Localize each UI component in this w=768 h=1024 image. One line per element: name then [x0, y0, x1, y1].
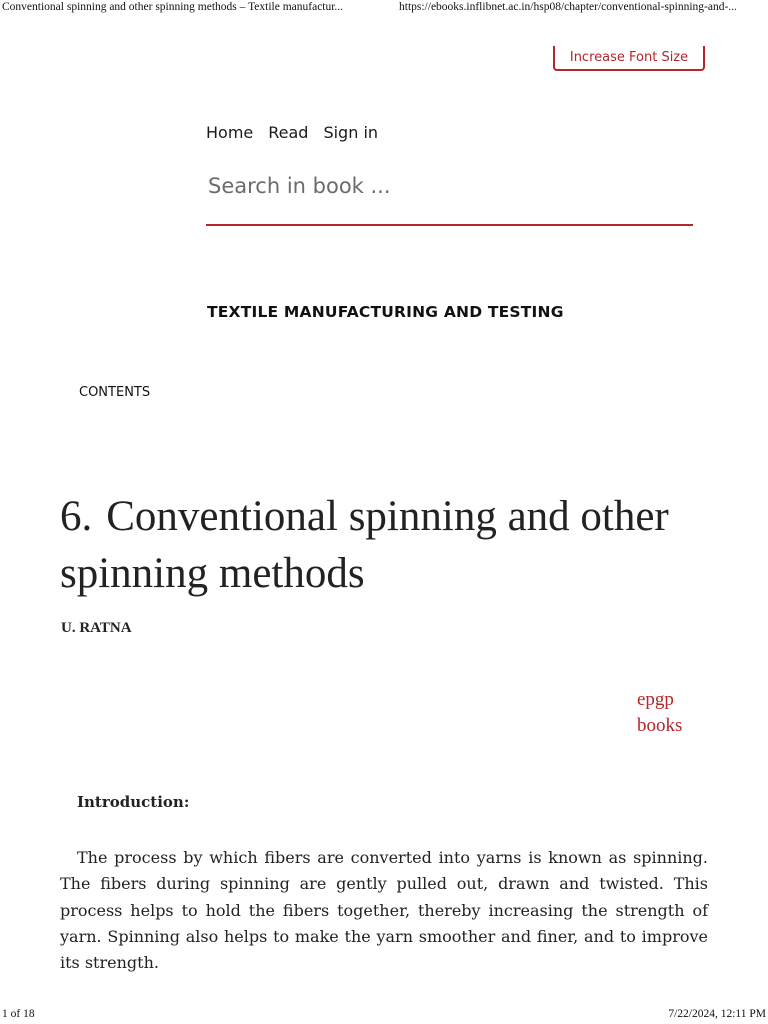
contents-toggle[interactable]: CONTENTS: [79, 385, 151, 400]
search-box: [206, 166, 693, 226]
print-footer: [0, 1006, 768, 1024]
chapter-number: 6.: [60, 493, 93, 540]
section-heading: Introduction:: [77, 793, 190, 811]
increase-font-size-button[interactable]: Increase Font Size: [553, 46, 705, 71]
nav-read-link[interactable]: Read: [268, 123, 309, 142]
chapter-author: U. RATNA: [61, 620, 132, 636]
search-input[interactable]: [206, 166, 680, 206]
book-title-link[interactable]: TEXTILE MANUFACTURING AND TESTING: [207, 303, 564, 321]
chapter-title: [60, 488, 730, 602]
main-nav: [206, 123, 378, 142]
print-page-title: Conventional spinning and other spinning methods – Textile manufactur...: [2, 1, 344, 13]
print-page-counter: 1 of 18: [2, 1008, 35, 1020]
intro-paragraph: The process by which fibers are converted into yarns is known as spinning. The fibers during spinning are gently pulled out, drawn and twisted. This process helps to hold the fibers together, thereby increasing the strength of yarn. Spinning also helps to make the yarn smoother and finer, and to improve its strength.: [60, 848, 708, 973]
chapter-title-text: Conventional spinning and other spinning methods: [60, 493, 669, 597]
epgp-books-logo: [637, 687, 707, 739]
logo-line-2: books: [637, 715, 683, 736]
logo-line-1: epgp: [637, 689, 674, 710]
print-url: https://ebooks.inflibnet.ac.in/hsp08/chapter/conventional-spinning-and-...: [399, 1, 737, 13]
print-header: [0, 0, 768, 16]
nav-sign-in-link[interactable]: Sign in: [323, 123, 379, 142]
nav-home-link[interactable]: Home: [206, 123, 254, 142]
print-timestamp: 7/22/2024, 12:11 PM: [668, 1008, 766, 1020]
